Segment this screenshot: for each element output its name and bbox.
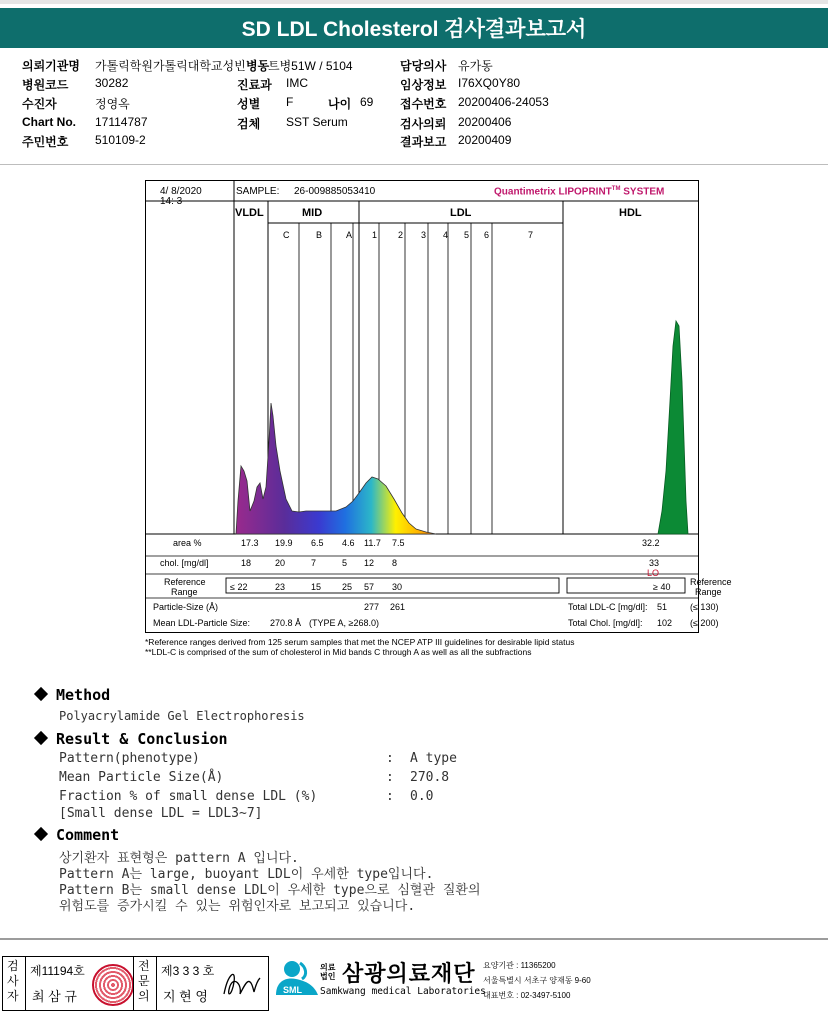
ref-label-1: Reference [164,577,206,587]
subband-label: 1 [372,230,378,240]
field-value: 69 [360,95,374,109]
chol-label: chol. [mg/dl] [160,558,209,568]
subband-label: B [316,230,323,240]
field-label: 검사의뢰 [400,117,447,131]
method-text: Polyacrylamide Gel Electrophoresis [59,709,305,723]
chol-hdl: 33 [649,558,660,568]
comment-line-2: Pattern A는 large, buoyant LDL이 우세한 type입니다. [59,867,434,882]
field-label: 검체 [237,117,261,131]
ref-value: 25 [342,582,353,592]
comment-line-1: 상기환자 표현형은 pattern A 입니다. [59,851,299,866]
report-time: 14: 3 [160,196,183,207]
bullet-diamond-icon [34,827,48,841]
field-value: 20200406-24053 [458,95,549,109]
lipoprint-report [145,180,732,633]
subband-label: 2 [398,230,404,240]
subband-label: 3 [421,230,427,240]
area-label: area % [173,538,202,548]
result-value: 0.0 [410,789,434,804]
footer-divider [0,938,828,940]
subband-label: 7 [528,230,534,240]
org-name: 삼광의료재단 [342,961,476,986]
mean-ldl-label: Mean LDL-Particle Size: [153,618,251,628]
ref-right-1: Reference [690,577,732,587]
area-value: 7.5 [392,538,405,548]
total-chol-label: Total Chol. [mg/dl]: [568,618,643,628]
comment-line-4: 위험도를 증가시킬 수 있는 위험인자로 보고되고 있습니다. [59,899,416,914]
report-title: SD LDL Cholesterol 검사결과보고서 [0,8,828,48]
area-value: 11.7 [364,538,381,548]
ref-value: 30 [392,582,403,592]
sample-label: SAMPLE: [236,186,280,197]
report-date: 4/ 8/2020 [160,186,202,197]
chol-hdl-flag: LO [647,568,660,578]
particle-label: Particle-Size (Å) [153,602,219,612]
total-ldl-label: Total LDL-C [mg/dl]: [568,602,648,612]
field-label: 병원코드 [22,78,69,92]
group-mid: MID [302,207,323,219]
total-ldl-range: (≤ 130) [690,602,719,612]
result-heading: Result & Conclusion [36,730,228,748]
electrophoresis-chart [146,181,698,632]
chol-value: 7 [311,558,317,568]
result-label: Fraction % of small dense LDL (%) [59,789,318,804]
area-value: 19.9 [275,538,293,548]
sample-id: 26-009885053410 [294,186,376,197]
mean-ldl-type: (TYPE A, ≥268.0) [309,618,379,628]
footnote-2: **LDL-C is comprised of the sum of cholesterol in Mid bands C through A as well as all the subfractions [145,647,532,657]
inspector-number: 제11194호 [30,964,85,978]
chol-value: 8 [392,558,398,568]
red-seal-icon [92,964,134,1006]
bullet-diamond-icon [34,687,48,701]
field-label: 의뢰기관명 [22,59,80,73]
field-value: SST Serum [286,115,348,129]
inspector-name: 최 삼 규 [32,989,77,1004]
field-label: 임상정보 [400,78,447,92]
chol-value: 20 [275,558,286,568]
footnote-1: *Reference ranges derived from 125 serum samples that met the NCEP ATP III guidelines for desirable lipid status [145,637,575,647]
result-label: Mean Particle Size(Å) [59,770,224,785]
subband-label: 5 [464,230,470,240]
specialist-name: 지 현 영 [163,989,208,1004]
sml-logo-icon [272,957,320,1001]
field-label: 병동 [246,59,270,73]
subband-label: A [346,230,353,240]
field-label: 진료과 [237,78,272,92]
group-ldl: LDL [450,207,472,219]
area-value: 4.6 [342,538,355,548]
comment-heading: Comment [36,826,119,844]
field-value: I76XQ0Y80 [458,76,521,90]
result-colon: : [386,770,394,785]
result-note: [Small dense LDL = LDL3~7] [59,806,263,821]
field-label: 접수번호 [400,97,447,111]
signature-scribble-icon [220,964,262,1002]
comment-line-3: Pattern B는 small dense LDL이 우세한 type으로 심혈관 질환의 [59,883,481,898]
specialist-tag: 전문의 [138,959,150,1003]
field-value: 30282 [95,76,129,90]
header-divider [0,164,828,165]
lipoprotein-curve [236,403,436,534]
ref-value: 57 [364,582,375,592]
group-vldl: VLDL [235,207,264,219]
inspector-tag: 검사자 [7,959,19,1003]
field-label: 결과보고 [400,135,447,149]
result-value: A type [410,751,457,766]
result-colon: : [386,751,394,766]
ref-value: ≤ 22 [230,582,248,592]
particle-value-1: 277 [364,602,380,612]
org-prefix: 의료 법인 [320,963,336,981]
result-label: Pattern(phenotype) [59,751,200,766]
method-heading: Method [36,686,110,704]
ref-value: 15 [311,582,322,592]
ref-label-2: Range [171,587,198,597]
field-value: F [286,95,294,109]
field-value: IMC [286,76,308,90]
field-value: 510109-2 [95,133,146,147]
area-hdl: 32.2 [642,538,660,548]
field-label: 주민번호 [22,135,69,149]
ref-hdl: ≥ 40 [653,582,671,592]
field-label: Chart No. [22,115,76,129]
group-hdl: HDL [619,207,642,219]
field-value: 트병51W / 5104 [268,59,353,73]
field-label: 담당의사 [400,59,447,73]
field-value: 유가동 [458,59,493,73]
hdl-peak [658,321,688,534]
field-label: 수진자 [22,97,57,111]
chol-value: 18 [241,558,252,568]
chol-value: 5 [342,558,348,568]
mean-ldl-value: 270.8 Å [270,618,302,628]
subband-label: 4 [443,230,449,240]
specialist-number: 제3 3 3 호 [161,964,215,978]
field-value: 가톨릭학원가톨릭대학교성빈 [95,59,246,73]
field-value: 20200406 [458,115,512,129]
field-label: 나이 [328,97,352,111]
org-info-1: 요양기관 : 11365200 [483,961,556,970]
ref-right-2: Range [695,587,722,597]
org-english: Samkwang medical Laboratories [320,986,486,997]
field-value: 20200409 [458,133,512,147]
top-line [0,0,828,4]
area-value: 6.5 [311,538,324,548]
result-colon: : [386,789,394,804]
total-ldl-value: 51 [657,602,668,612]
system-brand: Quantimetrix LIPOPRINT™ SYSTEM [494,186,665,198]
particle-value-2: 261 [390,602,406,612]
sml-logo-text: SML [283,985,302,995]
field-value: 정영옥 [95,97,130,111]
area-value: 17.3 [241,538,259,548]
bullet-diamond-icon [34,731,48,745]
org-info-2: 서울특별시 서초구 양재동 9-60 [483,976,591,985]
total-chol-value: 102 [657,618,673,628]
total-chol-range: (≤ 200) [690,618,719,628]
ref-value: 23 [275,582,286,592]
subband-label: C [283,230,290,240]
field-label: 성별 [237,97,261,111]
org-info-3: 대표번호 : 02-3497-5100 [483,991,571,1000]
subband-label: 6 [484,230,490,240]
field-value: 17114787 [95,115,148,129]
chol-value: 12 [364,558,375,568]
result-value: 270.8 [410,770,450,785]
